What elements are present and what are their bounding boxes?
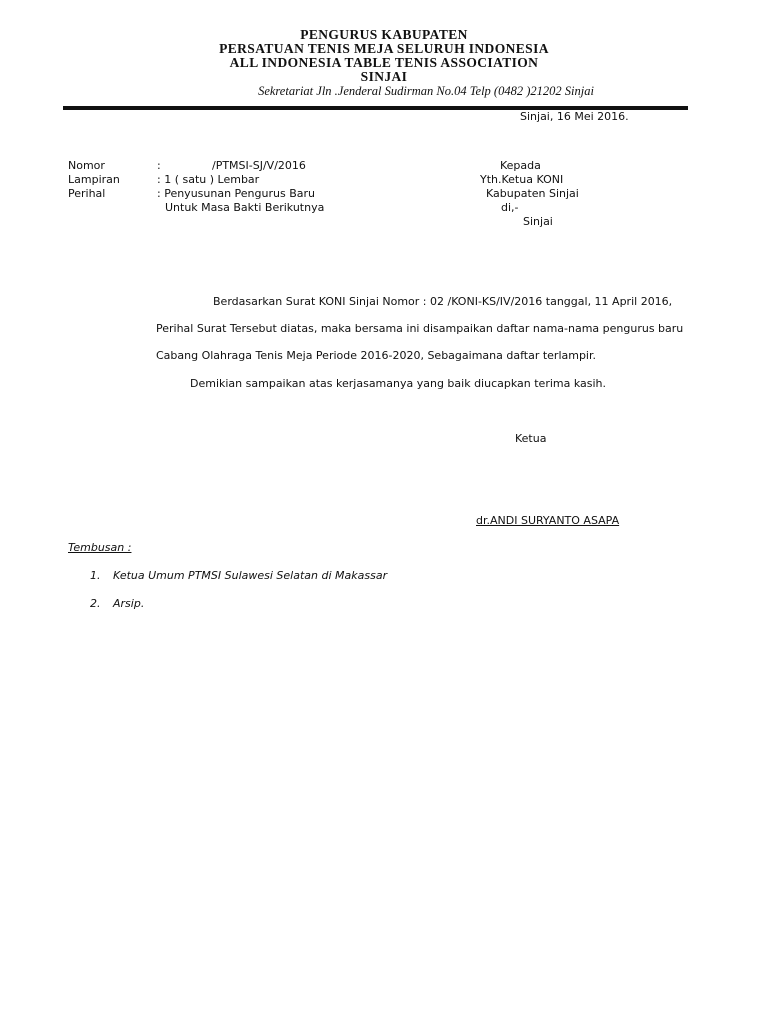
perihal-value: : Penyusunan Pengurus Baru [157, 187, 315, 200]
recipient-line-3: Kabupaten Sinjai [486, 187, 579, 200]
body-closing: Demikian sampaikan atas kerjasamanya yang baik diucapkan terima kasih. [190, 377, 607, 390]
letterhead-line-3: ALL INDONESIA TABLE TENIS ASSOCIATION [229, 55, 539, 70]
signature-name: dr.ANDI SURYANTO ASAPA [476, 514, 620, 527]
perihal-value-cont: Untuk Masa Bakti Berikutnya [165, 201, 325, 214]
nomor-colon: : [157, 159, 161, 172]
cc-item-number: 2. [90, 597, 101, 610]
cc-heading: Tembusan : [68, 541, 132, 554]
body-paragraph-1: Berdasarkan Surat KONI Sinjai Nomor : 02 /KONI-KS/IV/2016 tanggal, 11 April 2016, [213, 295, 673, 308]
perihal-label: Perihal [68, 187, 106, 200]
recipient-line-4: di,- [501, 201, 519, 214]
body-paragraph-2: Perihal Surat Tersebut diatas, maka bersama ini disampaikan daftar nama-nama pengurus baru [156, 322, 684, 335]
nomor-label: Nomor [68, 159, 105, 172]
letterhead-line-1: PENGURUS KABUPATEN [300, 27, 468, 42]
letter-date: Sinjai, 16 Mei 2016. [520, 110, 629, 123]
signature-title: Ketua [515, 432, 547, 445]
cc-item-text: Ketua Umum PTMSI Sulawesi Selatan di Makassar [113, 569, 388, 582]
body-paragraph-3: Cabang Olahraga Tenis Meja Periode 2016-2020, Sebagaimana daftar terlampir. [156, 349, 596, 362]
lampiran-value: : 1 ( satu ) Lembar [157, 173, 260, 186]
recipient-line-5: Sinjai [523, 215, 553, 228]
letterhead-address: Sekretariat Jln .Jenderal Sudirman No.04 Telp (0482 )21202 Sinjai [258, 84, 594, 98]
letterhead-line-4: SINJAI [360, 69, 408, 84]
recipient-line-1: Kepada [500, 159, 541, 172]
lampiran-label: Lampiran [68, 173, 120, 186]
cc-item-number: 1. [90, 569, 101, 582]
cc-item-text: Arsip. [113, 597, 145, 610]
recipient-line-2: Yth.Ketua KONI [480, 173, 564, 186]
letterhead-line-2: PERSATUAN TENIS MEJA SELURUH INDONESIA [219, 41, 549, 56]
nomor-value: /PTMSI-SJ/V/2016 [212, 159, 306, 172]
